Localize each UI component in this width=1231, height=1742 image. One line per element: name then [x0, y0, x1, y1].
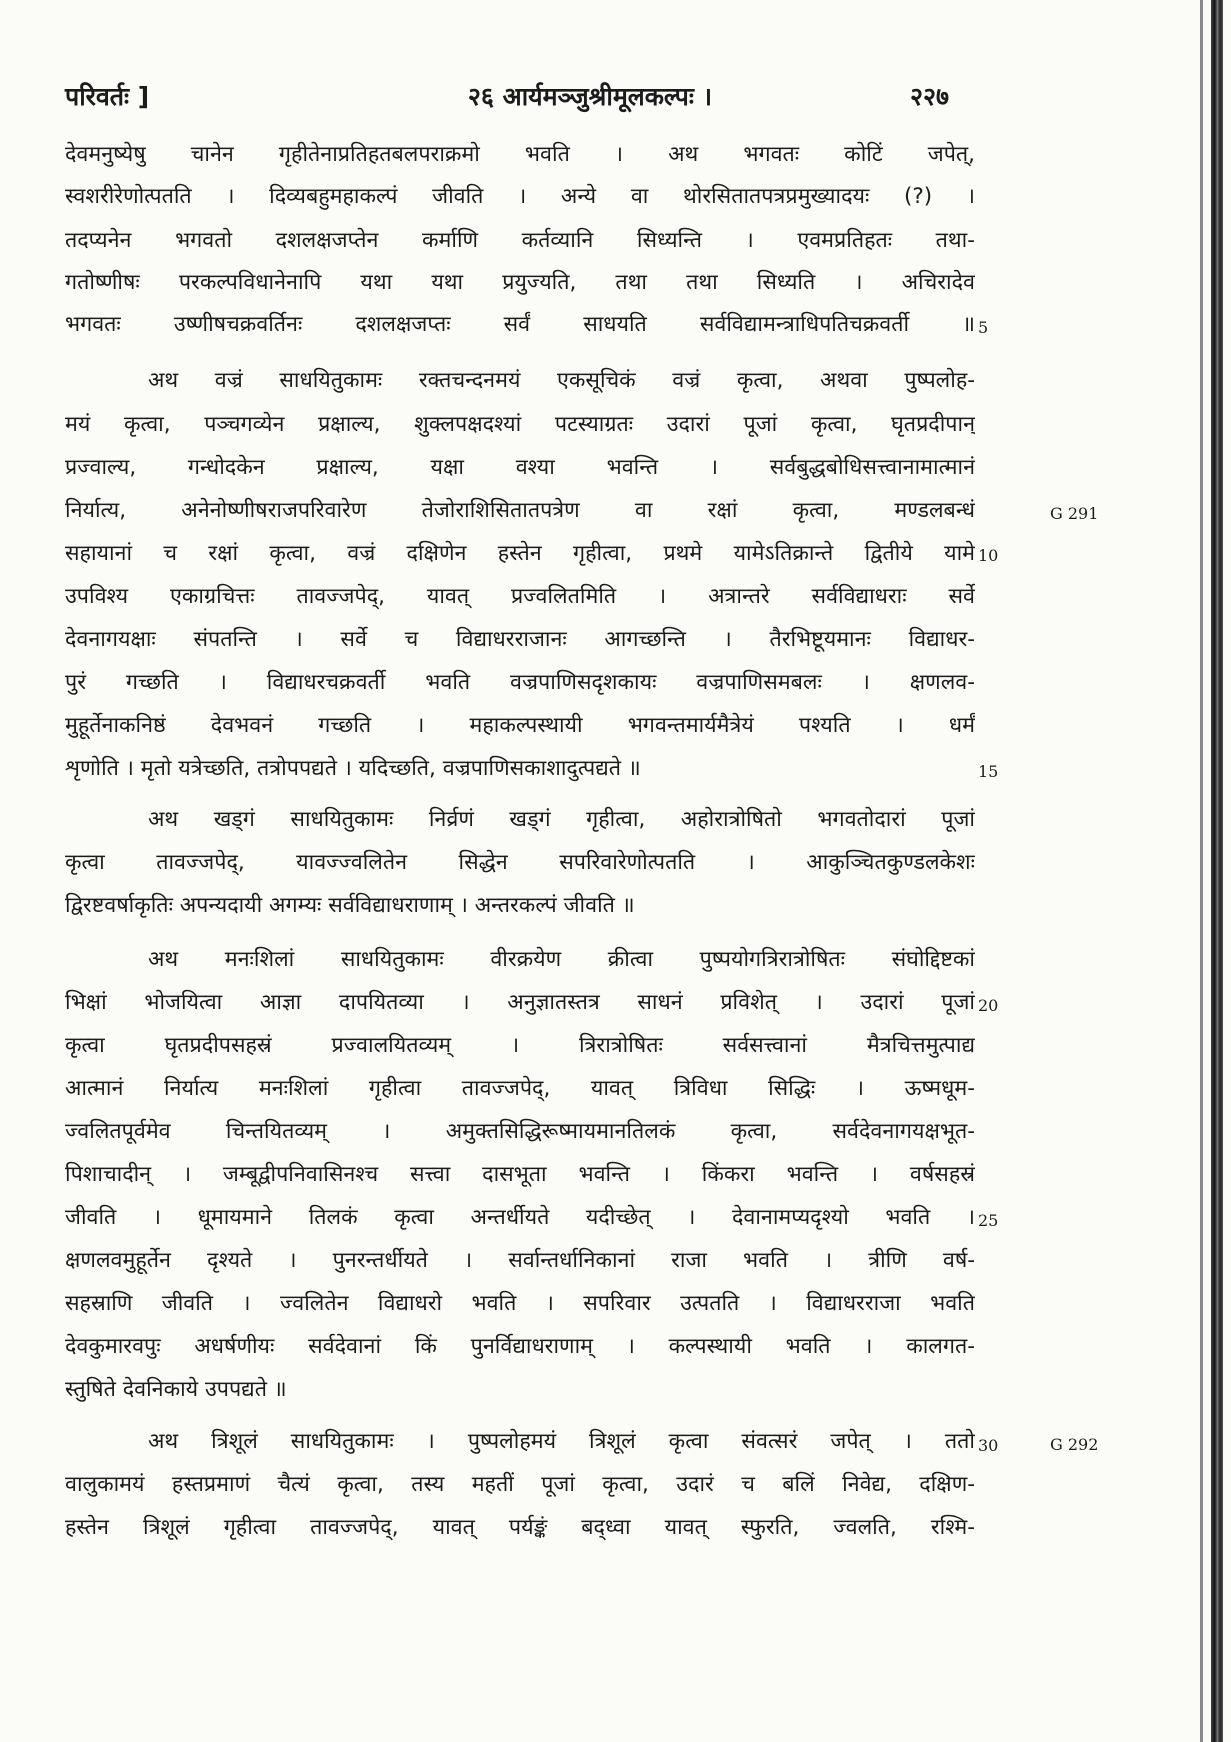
text-line: सहायानां च रक्षां कृत्वा, वज्रं दक्षिणेन हस्तेन गृहीत्वा, प्रथमे यामेऽतिक्रान्ते द्वितीये यामे: [65, 541, 975, 566]
text-line: ज्वलितपूर्वमेव चिन्तयितव्यम् । अमुक्तसिद्धिरूष्मायमानतिलकं कृत्वा, सर्वदेवनागयक्षभूत-: [65, 1119, 975, 1144]
text-line: स्तुषिते देवनिकाये उपपद्यते ॥: [65, 1377, 287, 1402]
line-number: 5: [978, 318, 989, 337]
text-line: अथ वज्रं साधयितुकामः रक्तचन्दनमयं एकसूचिकं वज्रं कृत्वा, अथवा पुष्पलोह-: [148, 368, 975, 393]
text-line: भिक्षां भोजयित्वा आज्ञा दापयितव्या । अनुज्ञातस्तत्र साधनं प्रविशेत् । उदारां पूजां: [65, 990, 975, 1015]
text-line: अथ त्रिशूलं साधयितुकामः । पुष्पलोहमयं त्रिशूलं कृत्वा संवत्सरं जपेत् । ततो: [148, 1429, 975, 1454]
header-chapter: परिवर्तः ]: [65, 82, 150, 111]
text-line: उपविश्य एकाग्रचित्तः तावज्जपेद्, यावत् प्रज्वलितमिति । अत्रान्तरे सर्वविद्याधराः सर्वे: [65, 584, 975, 609]
text-line: हस्तेन त्रिशूलं गृहीत्वा तावज्जपेद्, यावत् पर्यङ्कं बद्ध्वा यावत् स्फुरति, ज्वलति, रश्मि-: [65, 1515, 975, 1540]
gloss-ref: G 291: [1050, 504, 1099, 523]
gloss-ref: G 292: [1050, 1435, 1099, 1454]
page-edge-rule: [1200, 0, 1203, 1742]
text-line: आत्मानं निर्यात्य मनःशिलां गृहीत्वा तावज्जपेद्, यावत् त्रिविधा सिद्धिः । ऊष्मधूम-: [65, 1076, 975, 1101]
text-line: सहस्राणि जीवति । ज्वलितेन विद्याधरो भवति । सपरिवार उत्पतति । विद्याधरराजा भवति: [65, 1291, 975, 1316]
text-line: अथ मनःशिलां साधयितुकामः वीरक्रयेण क्रीत्वा पुष्पयोगत्रिरात्रोषितः संघोद्दिष्टकां: [148, 947, 975, 972]
text-line: देवमनुष्येषु चानेन गृहीतेनाप्रतिहतबलपराक्रमो भवति । अथ भगवतः कोटिं जपेत्,: [65, 142, 975, 167]
line-number: 25: [978, 1211, 999, 1230]
text-line: क्षणलवमुहूर्तेन दृश्यते । पुनरन्तर्धीयते । सर्वान्तर्धानिकानां राजा भवति । त्रीणि वर्ष-: [65, 1248, 975, 1273]
text-line: जीवति । धूमायमाने तिलकं कृत्वा अन्तर्धीयते यदीच्छेत् । देवानामप्यदृश्यो भवति ।: [65, 1205, 975, 1230]
text-line: प्रज्वाल्य, गन्धोदकेन प्रक्षाल्य, यक्षा वश्या भवन्ति । सर्वबुद्धबोधिसत्त्वानामात्मानं: [65, 455, 975, 480]
text-line: भगवतः उष्णीषचक्रवर्तिनः दशलक्षजप्तः सर्वं साधयति सर्वविद्यामन्त्राधिपतिचक्रवर्ती ॥: [65, 312, 975, 337]
text-line: निर्यात्य, अनेनोष्णीषराजपरिवारेण तेजोराशिसितातपत्रेण वा रक्षां कृत्वा, मण्डलबन्धं: [65, 498, 975, 523]
text-line: देवनागयक्षाः संपतन्ति । सर्वे च विद्याधरराजानः आगच्छन्ति । तैरभिष्टूयमानः विद्याधर-: [65, 627, 975, 652]
text-line: कृत्वा घृतप्रदीपसहस्रं प्रज्वालयितव्यम् । त्रिरात्रोषितः सर्वसत्त्वानां मैत्रचित्तमुत्पाद्य: [65, 1033, 975, 1058]
text-line: पिशाचादीन् । जम्बूद्वीपनिवासिनश्च सत्त्वा दासभूता भवन्ति । किंकरा भवन्ति । वर्षसहस्रं: [65, 1162, 975, 1187]
text-line: वालुकामयं हस्तप्रमाणं चैत्यं कृत्वा, तस्य महतीं पूजां कृत्वा, उदारं च बलिं निवेद्य, दक्षिण-: [65, 1472, 975, 1497]
text-line: शृणोति । मृतो यत्रेच्छति, तत्रोपपद्यते । यदिच्छति, वज्रपाणिसकाशादुत्पद्यते ॥: [65, 756, 641, 781]
line-number: 20: [978, 996, 999, 1015]
page-number: २२७: [910, 82, 950, 111]
header-title: २६ आर्यमञ्जुश्रीमूलकल्पः ।: [467, 82, 713, 111]
text-line: मुहूर्तेनाकनिष्ठं देवभवनं गच्छति । महाकल्पस्थायी भगवन्तमार्यमैत्रेयं पश्यति । धर्मं: [65, 713, 975, 738]
text-line: देवकुमारवपुः अधर्षणीयः सर्वदेवानां किं पुनर्विद्याधराणाम् । कल्पस्थायी भवति । कालगत-: [65, 1334, 975, 1359]
page-edge-border: [1211, 0, 1223, 1742]
text-line: द्विरष्टवर्षाकृतिः अपन्यदायी अगम्यः सर्वविद्याधराणाम् । अन्तरकल्पं जीवति ॥: [65, 893, 635, 918]
text-line: अथ खड्गं साधयितुकामः निर्व्रणं खड्गं गृहीत्वा, अहोरात्रोषितो भगवतोदारां पूजां: [148, 807, 975, 832]
text-line: पुरं गच्छति । विद्याधरचक्रवर्ती भवति वज्रपाणिसदृशकायः वज्रपाणिसमबलः । क्षणलव-: [65, 670, 975, 695]
text-line: गतोष्णीषः परकल्पविधानेनापि यथा यथा प्रयुज्यति, तथा तथा सिध्यति । अचिरादेव: [65, 270, 975, 295]
text-line: स्वशरीरेणोत्पतति । दिव्यबहुमहाकल्पं जीवति । अन्ये वा थोरसितातपत्रप्रमुख्यादयः (?) ।: [65, 184, 975, 209]
line-number: 10: [978, 546, 999, 565]
line-number: 30: [978, 1436, 999, 1455]
text-line: तदप्यनेन भगवतो दशलक्षजप्तेन कर्माणि कर्तव्यानि सिध्यन्ति । एवमप्रतिहतः तथा-: [65, 228, 975, 253]
text-line: मयं कृत्वा, पञ्चगव्येन प्रक्षाल्य, शुक्लपक्षदश्यां पटस्याग्रतः उदारां पूजां कृत्वा, घृतप्रदीपान्: [65, 412, 975, 437]
text-line: कृत्वा तावज्जपेद्, यावज्ज्वलितेन सिद्धेन सपरिवारेणोत्पतति । आकुञ्चितकुण्डलकेशः: [65, 850, 975, 875]
line-number: 15: [978, 762, 999, 781]
